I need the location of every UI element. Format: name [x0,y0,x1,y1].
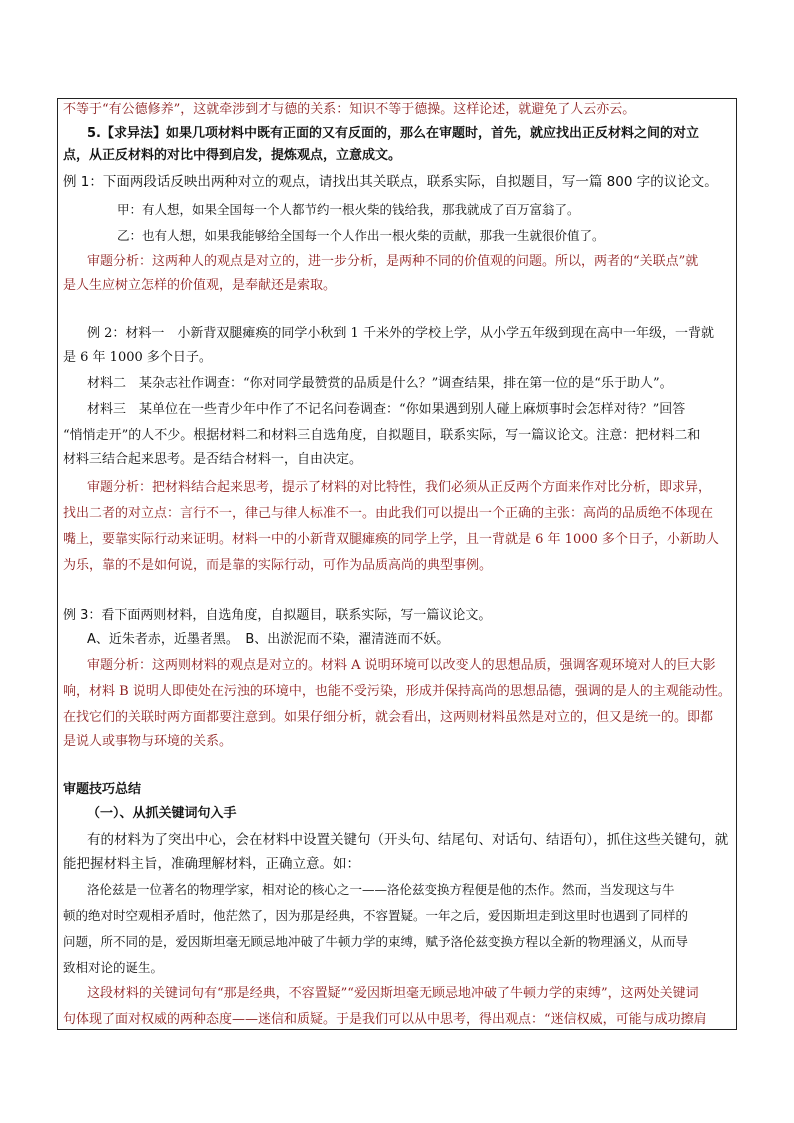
example-material-cont: 问题，所不同的是，爱因斯坦毫无顾忌地冲破了牛顿力学的束缚，赋予洛伦兹变换方程以全新的物理涵义，从而导 [63,934,689,949]
example-material-cont: 顿的绝对时空观相矛盾时，他茫然了，因为那是经典，不容置疑。一年之后，爱因斯坦走到这里时也遇到了同样的 [63,908,689,923]
example-3-prompt: 例 3：看下面两则材料，自选角度，自拟题目，联系实际，写一篇议论文。 [63,608,492,623]
method-heading-cont: 点，从正反材料的对比中得到启发，提炼观点，立意成文。 [63,148,402,163]
example-2-prompt-cont: 材料三结合起来思考。是否结合材料一，自由决定。 [63,452,363,467]
example-2-material-1: 例 2：材料一 小新背双腿瘫痪的同学小秋到 1 千米外的学校上学，从小学五年级到现在高中一年级，一背就 [87,326,714,341]
paragraph: 有的材料为了突出中心，会在材料中设置关键句（开头句、结尾句、对话句、结语句），抓住这些关键句，就 [87,832,729,848]
analysis-2-cont: 为乐，靠的不是如何说，而是靠的实际行动，可作为品质高尚的典型事例。 [63,558,493,573]
example-2-material-1-cont: 是 6 年 1000 多个日子。 [63,350,212,365]
example-material-cont: 致相对论的诞生。 [63,960,164,975]
method-heading: 5.【求异法】如果几项材料中既有正面的又有反面的，那么在审题时，首先，就应找出正反材料之间的对立 [87,126,699,141]
example-1-view-a: 甲：有人想，如果全国每一个人都节约一根火柴的钱给我，那我就成了百万富翁了。 [117,202,580,217]
analysis-2-cont: 找出二者的对立点：言行不一，律己与律人标准不一。由此我们可以提出一个正确的主张：高尚的品质绝不体现在 [63,506,714,521]
analysis-3: 审题分析：这两则材料的观点是对立的。材料 A 说明环境可以改变人的思想品质，强调客观环境对人的巨大影 [87,658,716,673]
example-2-material-2: 材料二 某杂志社作调查：“你对同学最赞赏的品质是什么？”调查结果，排在第一位的是“乐于助人”。 [87,376,673,391]
analysis-3-cont: 是说人或事物与环境的关系。 [63,734,233,749]
analysis-3-cont: 响，材料 B 说明人即使处在污浊的环境中，也能不受污染，形成并保持高尚的思想品德，强调的是人的主观能动性。 [63,684,731,699]
paragraph-cont: 能把握材料主旨，准确理解材料，正确立意。如： [63,856,360,872]
section-title: 审题技巧总结 [63,782,142,797]
example-1-view-b: 乙：也有人想，如果我能够给全国每一个人作出一根火柴的贡献，那我一生就很价值了。 [117,228,605,243]
analysis-4-cont: 句体现了面对权威的两种态度——迷信和质疑。于是我们可以从中思考，得出观点：“迷信权威，可能与成功擦肩 [63,1012,707,1027]
analysis-1: 审题分析：这两种人的观点是对立的，进一步分析，是两种不同的价值观的问题。所以，两者的“关联点”就 [87,254,699,269]
example-3-materials: A、近朱者赤，近墨者黑。 B、出淤泥而不染，濯清涟而不妖。 [87,632,450,647]
analysis-2: 审题分析：把材料结合起来思考，提示了材料的对比特性，我们必须从正反两个方面来作对比分析，即求异， [87,480,712,495]
text-line: 不等于“有公德修养”，这就牵涉到才与德的关系：知识不等于德操。这样论述，就避免了人云亦云。 [63,102,636,117]
analysis-3-cont: 在找它们的关联时两方面都要注意到。如果仔细分析，就会看出，这两则材料虽然是对立的，但又是统一的。即都 [63,710,714,725]
example-material: 洛伦兹是一位著名的物理学家，相对论的核心之一——洛伦兹变换方程便是他的杰作。然而，当发现这与牛 [87,882,675,897]
example-2-prompt: “悄悄走开”的人不少。根据材料二和材料三自选角度，自拟题目，联系实际，写一篇议论文。注意：把材料二和 [63,428,701,443]
analysis-1-cont: 是人生应树立怎样的价值观，是奉献还是索取。 [63,278,337,293]
analysis-2-cont: 嘴上，要靠实际行动来证明。材料一中的小新背双腿瘫痪的同学上学，且一背就是 6 年 1000 多个日子，小新助人 [63,532,719,547]
analysis-4: 这段材料的关键词句有“那是经典，不容置疑”“爱因斯坦毫无顾忌地冲破了牛顿力学的束缚”，这两处关键词 [87,986,699,1001]
subsection-title: （一）、从抓关键词句入手 [87,806,237,821]
example-1-prompt: 例 1：下面两段话反映出两种对立的观点，请找出其关联点，联系实际，自拟题目，写一篇 800 字的议论文。 [63,174,718,190]
example-2-material-3: 材料三 某单位在一些青少年中作了不记名问卷调查：“你如果遇到别人碰上麻烦事时会怎样对待？”回答 [87,402,686,417]
